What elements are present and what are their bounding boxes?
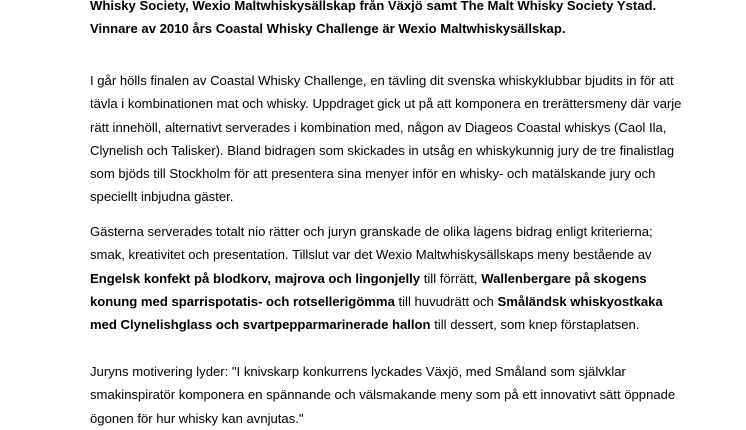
paragraph-2-line-3 [90,267,663,290]
body-paragraph-1 [90,69,681,209]
paragraph-3-line-1: Juryns motivering lyder: "I knivskarp konkurrens lyckades Växjö, med Småland som självklar [90,364,626,379]
paragraph-2-line-5 [90,313,663,336]
paragraph-1-line-6: speciellt inbjudna gäster. [90,189,234,205]
intro-paragraph [90,0,656,41]
starter-dish: Engelsk konfekt på blodkorv, majrova och lingonjelly [90,270,421,286]
body-paragraph-2 [90,220,663,336]
paragraph-1-line-2: tävla i kombinationen mat och whisky. Uppdraget gick ut på att komponera en trerättersmeny där varje [90,96,682,112]
main-dish-part-2: konung med sparrispotatis- och rotsellerigömma [90,293,395,309]
main-dish-part-1: Wallenbergare på skogens [481,270,647,286]
paragraph-1-line-1: I går hölls finalen av Coastal Whisky Challenge, en tävling dit svenska whiskyklubbar bjudits in för att [90,73,674,88]
paragraph-2-line-2: smak, kreativitet och presentation. Tillslut var det Wexio Maltwhiskysällskaps meny bestående av [90,247,652,263]
paragraph-1-line-4: Clynelish och Talisker). Bland bidragen som skickades in utsåg en whiskykunnig jury de tre finalistlag [90,142,675,158]
paragraph-3-line-3: ögonen för hur whisky kan avnjutas." [90,410,304,426]
starter-text: till förrätt, [420,270,482,286]
paragraph-1-line-5: som bjöds till Stockholm för att presentera sina menyer inför en whisky- och matälskande jury och [90,166,656,182]
body-paragraph-3 [90,360,675,430]
paragraph-2-line-1: Gästerna serverades totalt nio rätter och juryn granskade de olika lagens bidrag enligt kriterierna; [90,224,653,239]
dessert-dish-part-2: med Clynelishglass och svartpepparmarinerade hallon [90,317,431,333]
main-course-text: till huvudrätt och [394,293,498,309]
paragraph-2-line-4 [90,290,663,313]
dessert-dish-part-1: Småländsk whiskyostkaka [497,293,663,309]
paragraph-1-line-3: rätt innehöll, alternativt serverades i kombination med, någon av Diageos Coastal whiskys (Caol Ila, [90,119,667,135]
dessert-text: till dessert, som knep förstaplatsen. [430,317,640,333]
paragraph-3-line-2: smakinspiratör komponera en spännande och välsmakande meny som på ett innovativt sätt öppnade [90,387,676,403]
intro-line-1: Whisky Society, Wexio Maltwhiskysällskap från Växjö samt The Malt Whisky Society Ystad. [90,0,657,13]
intro-line-2: Vinnare av 2010 års Coastal Whisky Challenge är Wexio Maltwhiskysällskap. [90,21,566,37]
